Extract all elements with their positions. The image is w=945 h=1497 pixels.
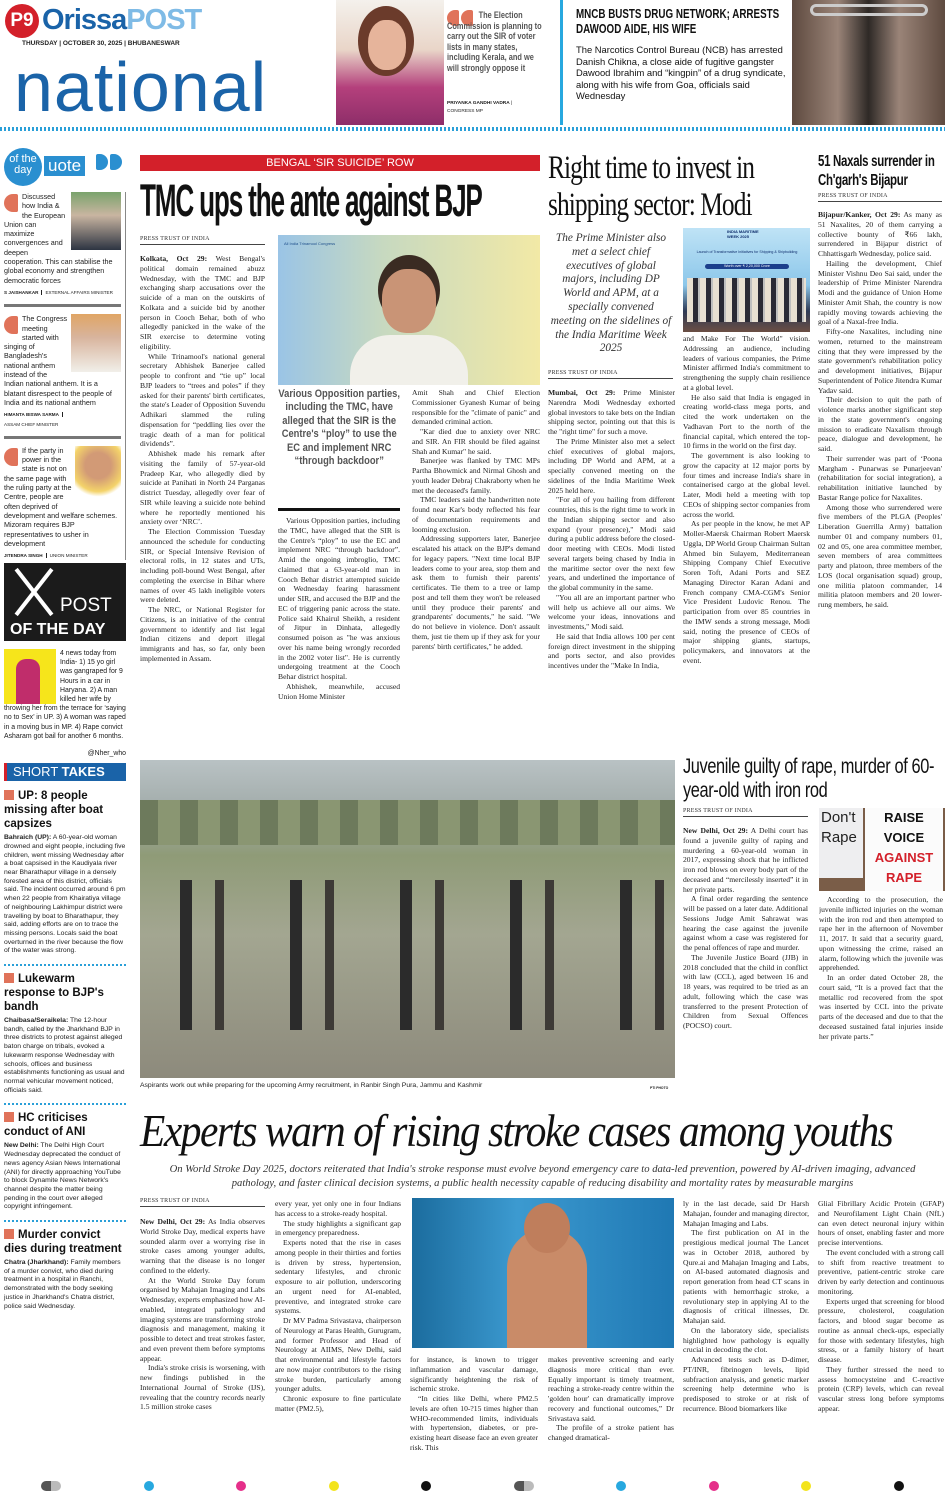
paragraph-text: Various Opposition parties, including the TMC, have alleged that the SIR is the Centre's “ploy” to use the EC and implement NRC “through backdoor”. Amid the ongoing imbroglio, TMC claimed that a 63-year-old man in Cooch Behar district attempted suicide on Wednesday fearing harassment under SIR, and accused the BJP and the EC of triggering panic across the state. Police said Khairul Sheikh, a resident of Jitpur in Dinhata, allegedly consumed poison as "he was anxious over his name being wrongly recorded in the 2002 voter list". He is currently undergoing treatment at the Cooch Behar district hospital. xyxy=(278,516,400,681)
stroke-illustration xyxy=(412,1198,674,1348)
naxals-headline[interactable]: 51 Naxals surrender in Ch'garh's Bijapur xyxy=(818,153,935,189)
paragraph-text: The study highlights a significant gap in emergency preparedness. xyxy=(275,1218,401,1238)
masthead-rule xyxy=(0,127,945,131)
paragraph xyxy=(140,1276,265,1364)
photo-banner-text: All India Trinamool Congress xyxy=(284,241,336,246)
quote-photo xyxy=(71,314,121,372)
paragraph xyxy=(818,395,942,454)
quote-text: The Congress meeting started with singing of Bangladesh's national anthem instead of the Indian national anthem. It is a blatant disrespect to the people of India and its national anthem xyxy=(4,314,112,407)
paragraph xyxy=(140,1363,265,1412)
paragraph-text: Dr MV Padma Srivastava, chairperson of Neurology at Paras Health, Gurugram, and former Professor and Head of Neurology at AIIMS, New Delhi, said that environmental and lifestyle factors are now major contributors to the rising stroke burden, particularly among younger adults. xyxy=(275,1316,401,1394)
masthead xyxy=(0,0,945,130)
paragraph xyxy=(683,953,808,1031)
paragraph xyxy=(410,1394,538,1453)
handcuffs-photo xyxy=(792,0,945,125)
paragraph-text: and Make For The World" vision. Addressing an audience, including leaders of various companies, the Prime Minister affirmed India's commitment to strengthening the supply chain resilience at a global level. xyxy=(683,334,810,392)
paragraph xyxy=(818,1248,944,1297)
paragraph xyxy=(275,1316,401,1394)
paragraph-text: for instance, is known to trigger inflammation and vascular damage, significantly heightening the risk of ischemic stroke. xyxy=(410,1355,538,1394)
photo-text: INDIA MARITIME WEEK 2025 xyxy=(727,229,759,239)
paragraph xyxy=(278,682,400,702)
left-rail xyxy=(4,148,126,560)
paragraph-text: He also said that India is engaged in creating world-class mega ports, and cited the work undertaken on the Vadhavan Port to the north of the financial capital, which entered the top-10 firms in the world on the first day. xyxy=(683,392,810,451)
paragraph xyxy=(818,1297,944,1365)
tmc-pullquote: Various Opposition parties, including the TMC, have alleged that the SIR is the Centre's “ploy” to use the EC and implement NRC “through backdoor” xyxy=(278,388,400,468)
paragraph xyxy=(548,593,675,632)
paragraph-text: Experts urged that screening for blood pressure, cholesterol, coagulation factors, and blood sugar become as routine as annual check-ups, especially for those with sedentary lifestyles, high stress, or a family history of heart disease. xyxy=(818,1296,944,1364)
paragraph-text: Their decision to quit the path of violence marks another significant step in the state government's ongoing mission to eradicate Naxalism through peace, dialogue and development, he said. xyxy=(818,395,942,453)
paragraph xyxy=(140,1217,265,1276)
accent-divider xyxy=(560,0,563,125)
x-logo-icon xyxy=(12,567,56,617)
placard-text: AGAINST xyxy=(874,850,934,865)
army-recruitment-photo xyxy=(140,760,675,1078)
x-post-avatar xyxy=(4,649,56,704)
divider xyxy=(4,964,126,966)
section-title: national xyxy=(14,48,268,126)
paragraph-text: The government is also looking to grow the capacity at 12 major ports by four times and increase India's share in containerised cargo at the global level. Later, Modi held a meeting with top CEOs of shipping sector companies from across the world. xyxy=(683,451,810,519)
short-take-title-text: HC criticises conduct of ANI xyxy=(4,1112,88,1139)
paragraph-text: On the laboratory side, specialists highlighted how pathology is equally crucial in decoding the clot. xyxy=(683,1325,809,1355)
paragraph xyxy=(683,334,810,393)
quote-text: Discussed how India & the European Union can maximize convergences and deepen cooperation. This can stabilise the global economy and strengthen democratic forces xyxy=(4,192,113,285)
short-take-title-text: Lukewarm response to BJP's bandh xyxy=(4,973,104,1014)
paragraph-text: Chronic exposure to fine particulate matter (PM2.5), xyxy=(275,1394,401,1413)
tmc-kicker: BENGAL ‘SIR SUICIDE’ ROW xyxy=(140,155,540,171)
paragraph-text: "You all are an important partner who will help us achieve all our aims. We welcome your ideas, innovations and investments," Modi said. xyxy=(548,592,675,631)
stroke-column-6 xyxy=(818,1199,944,1469)
paragraph-text: The Prime Minister also met a select chief executives of global majors, including DP World and APM, at a specially convened meeting on the sidelines of the India Maritime Week 2025 held here. xyxy=(548,436,675,495)
paragraph-text: The Election Commission Tuesday announced the schedule for conducting SIR, or Special Intensive Revision of electoral rolls, in 12 states and UTs, including poll-bound West Bengal, after completing the exercise in Bihar where names of over 45 lakh ineligible voters were deleted. xyxy=(140,527,265,605)
paragraph-text: Amit Shah and Chief Election Commissioner Gyanesh Kumar of being responsible for the "climate of panic" and demanded criminal action. xyxy=(412,388,540,427)
paragraph xyxy=(140,254,265,352)
paragraph xyxy=(548,1355,674,1423)
paragraph xyxy=(140,527,265,605)
stroke-column-4 xyxy=(548,1355,674,1469)
naxals-byline: PRESS TRUST OF INDIA xyxy=(818,193,942,202)
short-take-title[interactable] xyxy=(4,1111,126,1139)
quote-mark-icon xyxy=(4,316,18,334)
tmc-column-2 xyxy=(278,516,400,766)
paragraph-text: He said that India allows 100 per cent foreign direct investment in the shipping and ports sector, and also provides incentives under the "Make In India, xyxy=(548,631,675,670)
paragraph xyxy=(275,1199,401,1219)
paragraph xyxy=(683,1326,809,1355)
paragraph-text: Abhishek, meanwhile, accused Union Home Minister xyxy=(278,681,400,701)
paragraph xyxy=(548,1423,674,1443)
paragraph xyxy=(548,388,675,437)
quote-name: JITENDRA SINGH xyxy=(4,553,47,558)
short-take-item xyxy=(4,1103,126,1212)
shipping-column-2 xyxy=(683,334,810,768)
paragraph-text: A Delhi court has found a juvenile guilty of raping and murdering a 60-year-old woman in 2017, expressing shock that he inflicted iron rod blows on every body part of the deceased and “mercilessly inserted” it in her private parts. xyxy=(683,826,808,894)
short-take-text: The 12-hour bandh, called by the Jharkhand BJP in three districts to protest against alleged baton charge on tribals, evoked a lukewarm response Wednesday with schools, offices and business establishments functioning as usual and normal vehicular movement noticed, officials said. xyxy=(4,1017,125,1094)
paragraph-text: India's stroke crisis is worsening, with new findings published in the International Journal of Stroke (IJS), revealing that the country records nearly 1.5 million stroke cases xyxy=(140,1363,265,1412)
quote-item xyxy=(4,446,121,561)
tmc-column-1 xyxy=(140,254,265,769)
short-takes-header xyxy=(4,763,126,781)
paragraph-text: Experts noted that the rise in cases among people in their thirties and forties is driven by stress, hypertension, sedentary lifestyles, and chronic exposure to air pollution, underscoring an urgent need for AI-enabled, preventive, and integrated stroke care systems. xyxy=(275,1238,401,1316)
dateline: Mumbai, Oct 29: xyxy=(548,388,616,397)
divider xyxy=(4,1103,126,1105)
paragraph-text: “In cities like Delhi, where PM2.5 levels are often 10-?15 times higher than WHO-recommended limits, individuals with hypertension, diabetes, or pre-existing heart disease face an even greater risk. This xyxy=(410,1394,538,1452)
paragraph xyxy=(548,495,675,593)
x-post-subtitle: OF THE DAY xyxy=(10,621,106,638)
brand-name-b: POST xyxy=(126,4,202,36)
juvenile-column-2 xyxy=(819,895,943,1095)
quote-role: ASSAM CHIEF MINISTER xyxy=(4,421,59,427)
stroke-column-5 xyxy=(683,1199,809,1469)
paragraph xyxy=(818,503,942,610)
placard-text: Don't xyxy=(821,809,856,826)
tmc-headline[interactable]: TMC ups the ante against BJP xyxy=(140,175,482,226)
stroke-column-1 xyxy=(140,1217,265,1469)
divider xyxy=(4,436,121,439)
dateline: New Delhi, Oct 29: xyxy=(140,1217,206,1226)
short-take-title[interactable] xyxy=(4,1228,126,1256)
divider xyxy=(4,304,121,307)
divider xyxy=(278,508,400,511)
paragraph xyxy=(410,1355,538,1394)
paragraph-text: every year, yet only one in four Indians has access to a stroke-ready hospital. xyxy=(275,1199,401,1218)
paragraph xyxy=(548,437,675,496)
x-post-banner xyxy=(4,563,126,641)
bullet-square-icon xyxy=(4,973,14,983)
quote-photo xyxy=(71,192,121,250)
paragraph-text: As per people in the know, he met AP Moller-Maersk Chairman Robert Maersk Uggla, DP World Group Chairman Sultan Ahmed bin Sulayem, Mediterranean Shipping Company Chief Executive Soren Toft, Adani Ports and SEZ Managing Director Karan Adani and French company CMA-CGM's Senior Vice President Ludovic Renou. The participation from over 85 countries in the IMW sends a strong message, Modi said, noting the presence of CEOs of major shipping giants, startups, policymakers, and innovators at the event. xyxy=(683,519,810,665)
abhishek-photo xyxy=(278,235,540,385)
short-takes-label-bold: TAKES xyxy=(61,764,105,780)
paragraph xyxy=(683,826,808,894)
bullet-square-icon xyxy=(4,790,14,800)
naxals-body xyxy=(818,210,942,770)
paragraph xyxy=(548,632,675,671)
paragraph xyxy=(412,456,540,495)
placard-text: RAISE xyxy=(884,810,924,825)
x-post-of-the-day xyxy=(4,563,126,1311)
paragraph-text: The first publication on AI in the prestigious medical journal The Lancet was in October 2018, authored by Qure.ai and Mahajan Imaging and Labs, on AI-based automated diagnosis and report generation from head CT scans in patients with hemorrhagic stroke, a revolutionary step in applying AI to the diagnosis of critical illnesses, Dr. Mahajan said. xyxy=(683,1228,809,1325)
paragraph xyxy=(819,895,943,973)
paragraph-text: Prime Minister Narendra Modi Wednesday exhorted global investors to take bets on the Indian shipping sector, pointing out that this is the "right time" for such a move. xyxy=(548,388,675,436)
paragraph-text: They further stressed the need to assess homocysteine and C-reactive protein (CRP) levels, which can reveal vascular stress long before symptoms appear. xyxy=(818,1364,944,1413)
paragraph-text: Banerjee was flanked by TMC MPs Partha Bhowmick and Nirmal Ghosh and youth leader Debraj Chakraborty when he met the deceased's family. xyxy=(412,456,540,495)
badge-text-b: day xyxy=(14,164,32,176)
short-take-item xyxy=(4,789,126,956)
x-post-text: 4 news today from India- 1) 15 yo girl was gangraped for 9 Hours in a car in Haryana. 2) A man killed her wife by throwing her from the terrace for ‘saying no to Sex’ in UP. 3) A woman was raped in a moving bus in MP. 4) Rape convict Asharam got bail for another 6 months. xyxy=(4,650,126,740)
paragraph-text: As India observes World Stroke Day, medical experts have sounded alarm over a worrying rise in stroke cases among younger adults, warning that the disease is no longer confined to the elderly. xyxy=(140,1217,265,1275)
protest-placard-photo xyxy=(819,808,945,891)
bullet-square-icon xyxy=(4,1112,14,1122)
shipping-pullquote: The Prime Minister also met a select chief executives of global majors, including DP World and APM, at a specially convened meeting on the sidelines of the India Maritime Week 2025 xyxy=(550,232,672,355)
dateline: Chatra (Jharkhand): xyxy=(4,1259,69,1267)
paragraph-text: As many as 51 Naxalites, 20 of them carrying a collective bounty of ₹66 lakh, surrendered in Bijapur district of Chhattisgarh Wednesday, police said. xyxy=(818,210,942,258)
paragraph xyxy=(819,973,943,1041)
paragraph xyxy=(412,534,540,651)
paragraph-text: In an order dated October 28, the court said, “It is a proved fact that the metallic rod recovered from the spot was inserted by CCL into the private parts of the deceased and due to that the deceased sustained fatal injuries inside her private parts.” xyxy=(819,973,943,1041)
quote-item xyxy=(4,192,121,297)
quote-mark-icon xyxy=(4,448,18,466)
paragraph xyxy=(683,894,808,953)
shipping-column-1 xyxy=(548,388,675,768)
brand-name-a: Orissa xyxy=(42,4,127,36)
paragraph xyxy=(412,495,540,534)
paragraph xyxy=(818,210,942,259)
paragraph-text: makes preventive screening and early diagnosis more critical than ever. Equally important is timely treatment, reaching a stroke-ready centre within the 'golden hour' can dramatically improve recovery and functional outcomes,” Dr Srivastava said. xyxy=(548,1355,674,1423)
paragraph xyxy=(818,259,942,327)
juvenile-byline: PRESS TRUST OF INDIA xyxy=(683,808,808,817)
quote-role: UNION MINISTER xyxy=(49,553,88,559)
paragraph xyxy=(683,519,810,665)
quote-text: If the party in power in the state is not on the same page with the ruling party at the Centre, people are often deprived of development and welfare schemes. Mizoram requires BJP representatives to usher in development xyxy=(4,445,118,548)
paragraph-text: Glial Fibrillary Acidic Protein (GFAP) and Neurofilament Light Chain (NfL) can even detect neuronal injury within hours of onset, enabling faster and more precise interventions. xyxy=(818,1199,944,1247)
juvenile-headline[interactable]: Juvenile guilty of rape, murder of 60-year-old with iron rod xyxy=(683,755,935,802)
army-photo-caption: Aspirants work out while preparing for the upcoming Army recruitment, in Ranbir Singh Pura, Jammu and Kashmir xyxy=(140,1082,483,1089)
short-take-text: Family members of a murder convict, who died during treatment in a hospital in Ranchi, demonstrated with the body seeking justice in Jharkhand's Chatra district, police said Wednesday. xyxy=(4,1259,121,1310)
paragraph-text: West Bengal's political domain remained abuzz Wednesday, with the TMC and BJP exchanging sharp accusations over the suicide of a man on the outskirts of Kolkata and a suicide bid by another person in Cooch Behar, both of who allegedly panicked in the wake of the SIR exercise to determine voting eligibility. xyxy=(140,254,265,351)
priyanka-photo xyxy=(336,0,444,125)
tmc-column-3 xyxy=(412,388,540,766)
brand-logo xyxy=(42,3,201,37)
paragraph-text: "Kar died due to anxiety over NRC and SIR. An FIR should be filed against Shah and Kumar" he said. xyxy=(412,427,540,456)
quote-role: CONGRESS MP xyxy=(447,109,483,114)
quote-name: HIMANTA BISWA SARMA xyxy=(4,412,63,417)
stroke-byline: PRESS TRUST OF INDIA xyxy=(140,1198,265,1207)
maritime-week-photo xyxy=(683,228,810,332)
stroke-column-2 xyxy=(275,1199,401,1469)
bullet-square-icon xyxy=(4,1229,14,1239)
shipping-byline: PRESS TRUST OF INDIA xyxy=(548,370,673,379)
paragraph-text: Fifty-one Naxalites, including nine women, returned to the mainstream citing that they were impressed by the state government's rehabilitation policy and development initiatives, Bijapur Superintendent of Police Jitendra Kumar Yadav said. xyxy=(818,327,942,395)
paragraph-text: The profile of a stroke patient has changed dramatical- xyxy=(548,1423,674,1442)
quote-badge-word: uote xyxy=(44,156,85,176)
quote-mark-icon xyxy=(4,194,18,212)
x-post-title: POST xyxy=(60,595,112,616)
tmc-byline: PRESS TRUST OF INDIA xyxy=(140,236,265,245)
top-story-headline[interactable]: MNCB BUSTS DRUG NETWORK; ARRESTS DAWOOD AIDE, HIS WIFE xyxy=(576,7,780,36)
paragraph xyxy=(683,451,810,519)
quote-item xyxy=(4,314,121,429)
short-take-item xyxy=(4,964,126,1095)
quote-photo xyxy=(75,446,121,502)
badge-text-a: of the xyxy=(9,153,37,165)
quote-role: EXTERNAL AFFAIRS MINISTER xyxy=(45,289,113,295)
paragraph xyxy=(275,1238,401,1316)
quote-of-the-day-header xyxy=(4,148,126,186)
x-post-handle[interactable]: @Nher_who xyxy=(87,750,126,758)
photo-text: Launch of Transformative Initiatives for Shipping & Shipbuilding xyxy=(696,250,798,254)
placard-text: RAPE xyxy=(885,870,923,885)
paragraph-text: Hailing the development, Chief Minister Vishnu Deo Sai said, under the leadership of Prime Minister Narendra Modi and the guidance of Union Home Minister Amit Shah, the country is now rapidly moving towards achieving the goal of a Naxal-free India. xyxy=(818,258,942,327)
print-registration-marks xyxy=(0,1479,945,1493)
paragraph xyxy=(275,1394,401,1414)
paragraph xyxy=(818,327,942,395)
paragraph-text: Addressing supporters later, Banerjee escalated his attack on the BJP's demand for legacy papers. "Next time local BJP leaders come to your area, stop them and ask them to furnish their parents' certificates. Tie them to a tree or lamp post and tell them they won't be released until they produce their parents' and grandparents' documents," he said. "We do not believe in violence. Don't assault them, just tie them up if they ask for your parents' birth certificates," he added. xyxy=(412,534,540,651)
top-quote-attribution: PRIYANKA GANDHI VADRA | CONGRESS MP xyxy=(447,101,513,114)
shipping-headline[interactable]: Right time to invest in shipping sector: Modi xyxy=(548,150,755,223)
page-number-badge: P9 xyxy=(5,4,39,38)
short-take-title-text: Murder convict dies during treatment xyxy=(4,1229,122,1256)
paragraph xyxy=(818,454,942,503)
short-take-text: A 60-year-old woman drowned and eight people, including five children, went missing Wednesday after a boat capsised in the Kaudiyala river near Bharathapur village in a densely forested area of this district, officials said. The incident occurred around 6 pm when 22 people from Khairatiya village of neighbouring Lakhimpur district were travelling by boat to Bharathapur, they said, adding efforts are on to trace the missing persons. Locals said the boat overturned in the river because the flow of the water was strong. xyxy=(4,834,126,955)
dateline: New Delhi, Oct 29: xyxy=(683,826,749,835)
short-takes-label: SHORT xyxy=(13,764,62,780)
dateline: Kolkata, Oct 29: xyxy=(140,254,208,263)
paragraph xyxy=(683,1199,809,1228)
placard-text: Rape xyxy=(821,829,857,846)
top-story-text: The Narcotics Control Bureau (NCB) has arrested Danish Chikna, a close aide of fugitive gangster Dawood Ibrahim and “kingpin” of a drug syndicate, along with his wife from Goa, officials said Wednesday xyxy=(576,44,786,101)
of-the-day-badge xyxy=(4,148,42,186)
paragraph xyxy=(275,1219,401,1239)
issue-date: THURSDAY | OCTOBER 30, 2025 | BHUBANESWAR xyxy=(22,40,180,47)
paragraph-text: The NRC, or National Register for Citizens, is an initiative of the central government to identify and list legal Indian citizens and deport illegal immigrants and has, so far, only been implemented in Assam. xyxy=(140,605,265,663)
paragraph xyxy=(818,1199,944,1248)
paragraph xyxy=(683,393,810,452)
paragraph-text: A final order regarding the sentence will be passed on a later date. Additional Sessions Judge Amit Sahrawat was hearing the case against the juvenile against whom a case was registered for the penal offences of rape and murder. xyxy=(683,894,808,952)
paragraph-text: ly in the last decade, said Dr Harsh Mahajan, founder and managing director, Mahajan Imaging and Labs. xyxy=(683,1199,809,1228)
juvenile-column-1 xyxy=(683,826,808,1096)
paragraph-text: The event concluded with a strong call to shift from reactive treatment to preventive, patient-centric stroke care driven by early detection and continuous monitoring. xyxy=(818,1247,944,1296)
dateline: Chaibasa/Seraikela: xyxy=(4,1017,69,1025)
short-take-title-text: UP: 8 people missing after boat capsizes xyxy=(4,790,104,831)
paragraph-text: Abhishek made his remark after visiting the family of 57-year-old Pradeep Kar, who allegedly died by suicide at Panihati in North 24 Parganas district Tuesday, allegedly over fear of SIR while leaving a suicide note behind where he reportedly mentioned his anxiety over ‘NRC’. xyxy=(140,449,265,527)
photo-text: Worth over ₹ 2,20,000 Crore xyxy=(705,264,789,269)
paragraph-text: According to the prosecution, the juvenile inflicted injuries on the woman with the iron rod and then attempted to rape her in the afternoon of November 11, 2017. It said that a security guard, upon witnessing the crime, raised an alarm, following which the juvenile was apprehended. xyxy=(819,895,943,973)
paragraph-text: Advanced tests such as D-dimer, PT/INR, fibrinogen levels, lipid subfraction analysis, and genetic marker screening help determine who is predisposed to stroke or at risk of recurrence. Blood biomarkers like xyxy=(683,1355,809,1413)
top-quote-text: The Election Commission is planning to carry out the SIR of voter lists in many states, including Kerala, and we will strongly oppose it xyxy=(447,9,542,73)
short-take-item xyxy=(4,1220,126,1311)
photo-credit: PTI PHOTO xyxy=(650,1086,669,1090)
quote-marks-icon xyxy=(96,154,124,174)
paragraph-text: The Juvenile Justice Board (JJB) in 2018 concluded that the child in conflict with law (CCL), aged between 16 and 18 years, was required to be tried as an adult, following which the case was transferred to the present Protection of Children from Sexual Offences (POCSO) court. xyxy=(683,952,808,1030)
dateline: Bijapur/Kanker, Oct 29: xyxy=(818,210,901,219)
paragraph xyxy=(412,388,540,427)
paragraph-text: At the World Stroke Day forum organised by Mahajan Imaging and Labs Wednesday, experts emphasized how AI-enabled, integrated pathology and imaging systems are transforming stroke diagnosis and management, making it possible to detect and treat strokes faster, and even prevent them before symptoms appear. xyxy=(140,1275,265,1363)
short-take-text: The Delhi High Court Wednesday deprecated the conduct of news agency Asian News International (ANI) for directly approaching YouTube to block Dynamite News Network's channel despite the matter being pending in the court over alleged copyright infringement. xyxy=(4,1142,121,1211)
quote-name: S JAISHANKAR xyxy=(4,290,42,295)
paragraph xyxy=(683,1355,809,1414)
paragraph-text: Their surrender was part of ‘Poona Margham - Punarwas se Punarjeevan' (rehabilitation for social integration), a rehabilitation initiative launched by Bastar Range police for Naxalites. xyxy=(818,453,942,502)
divider xyxy=(4,1220,126,1222)
stroke-headline[interactable]: Experts warn of rising stroke cases among youths xyxy=(140,1106,893,1156)
paragraph xyxy=(140,449,265,527)
dateline: Bahraich (UP): xyxy=(4,834,52,842)
paragraph-text: While Trinamool's national general secretary Abhishek Banerjee called people to confront and “tie up” local BJP leaders to “trees and poles” if they asked for their parents' birth certificates, the state's Leader of Opposition Suvendu Adhikari slammed the ruling dispensation for “peddling lies over the tragic death of a man for political dividends”. xyxy=(140,351,265,449)
paragraph xyxy=(683,1228,809,1326)
stroke-dek: On World Stroke Day 2025, doctors reiterated that India's stroke response must evolve beyond emergency care to data-led prevention, powered by AI-driven imaging, advanced pathology, and faster clinical decision systems, a public health necessity capable of reducing disability and mortality rates by measurable margins xyxy=(169,1164,916,1189)
short-take-title[interactable] xyxy=(4,789,126,831)
paragraph-text: Among those who surrendered were five members of the PLGA (Peoples' Liberation Guerrilla Army) battalion number 01 and company numbers 01, 02 and 05, one area committee member, seven members of area committees party and platoon, three members of the LOS (local organisation squad) group, one militia platoon commander, 14 militia platoon members and 20 lower-rung members, he said. xyxy=(818,502,942,609)
paragraph-text: "For all of you hailing from different countries, this is the right time to work in the Indian shipping sector and also expand (your presence)," Modi said during a public address before the closed-door meeting with CEOs. Modi listed several targets being chased by India in the maritime sector over the next few years, and underlined the importance of the global community in the same. xyxy=(548,495,675,592)
paragraph xyxy=(278,516,400,682)
dateline: New Delhi: xyxy=(4,1142,39,1150)
paragraph xyxy=(412,427,540,456)
paragraph xyxy=(818,1365,944,1414)
stroke-column-3 xyxy=(410,1355,538,1469)
paragraph xyxy=(140,605,265,664)
placard-text: VOICE xyxy=(883,830,925,845)
short-take-title[interactable] xyxy=(4,972,126,1014)
quote-name: PRIYANKA GANDHI VADRA xyxy=(447,101,510,106)
paragraph-text: TMC leaders said the handwritten note found near Kar's body reflected his fear of documentation requirements and looming exclusion. xyxy=(412,495,540,534)
paragraph xyxy=(140,352,265,450)
